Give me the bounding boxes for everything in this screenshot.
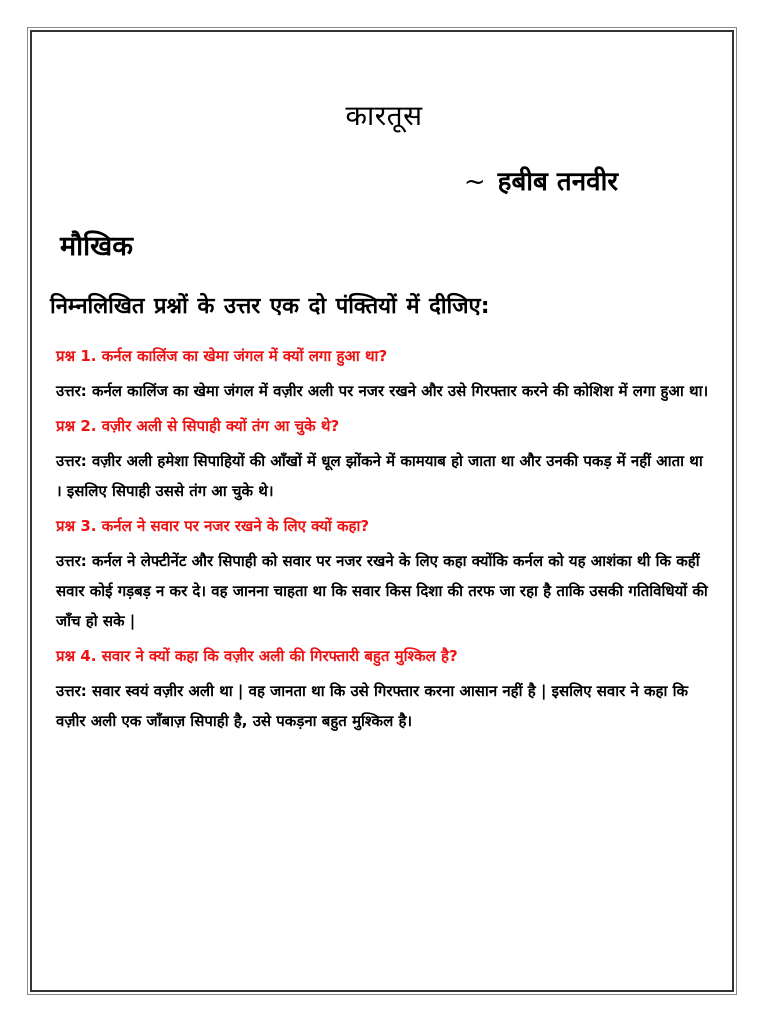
- author-name: हबीब तनवीर: [497, 167, 618, 197]
- question-text: प्रश्न 2. वज़ीर अली से सिपाही क्यों तंग आ चुके थे?: [56, 417, 340, 435]
- author-line: [464, 162, 618, 198]
- answer-text: उत्तर: कर्नल कालिंज का खेमा जंगल में वज़ीर अली पर नजर रखने और उसे गिरफ्तार करने की कोशिश में लगा हुआ था।: [56, 382, 709, 400]
- qa-item: [56, 514, 712, 636]
- author-prefix: ~: [463, 167, 486, 197]
- qa-item: [56, 644, 712, 736]
- qa-item: [56, 414, 712, 506]
- document-title: कारतूस: [345, 99, 423, 132]
- qa-list: [56, 344, 712, 744]
- question-text: प्रश्न 3. कर्नल ने सवार पर नजर रखने के लिए क्यों कहा?: [56, 517, 370, 535]
- question-text: प्रश्न 4. सवार ने क्यों कहा कि वज़ीर अली की गिरफ्तारी बहुत मुश्किल है?: [56, 647, 458, 665]
- answer-text: उत्तर: वज़ीर अली हमेशा सिपाहियों की आँखों में धूल झोंकने में कामयाब हो जाता था और उनकी पकड़ में नहीं आता था । इसलिए सिपाही उससे तंग आ चुके थे।: [56, 452, 703, 500]
- answer-text: उत्तर: सवार स्वयं वज़ीर अली था | वह जानता था कि उसे गिरफ्तार करना आसान नहीं है | इसलिए सवार ने कहा कि वज़ीर अली एक जाँबाज़ सिपाही है, उसे पकड़ना बहुत मुश्किल है।: [56, 682, 688, 730]
- instruction-text: निम्नलिखित प्रश्नों के उत्तर एक दो पंक्तियों में दीजिए:: [50, 294, 490, 319]
- answer-text: उत्तर: कर्नल ने लेफ्टीनेंट और सिपाही को सवार पर नजर रखने के लिए कहा क्योंकि कर्नल को यह आशंका थी कि कहीं सवार कोई गड़बड़ न कर दे। वह जानना चाहता था कि सवार किस दिशा की तरफ जा रहा है ताकि उसकी गतिविधियों की जाँच हो सके |: [56, 552, 708, 630]
- question-text: प्रश्न 1. कर्नल कालिंज का खेमा जंगल में क्यों लगा हुआ था?: [56, 347, 388, 365]
- section-heading: मौखिक: [60, 231, 133, 262]
- qa-item: [56, 344, 712, 406]
